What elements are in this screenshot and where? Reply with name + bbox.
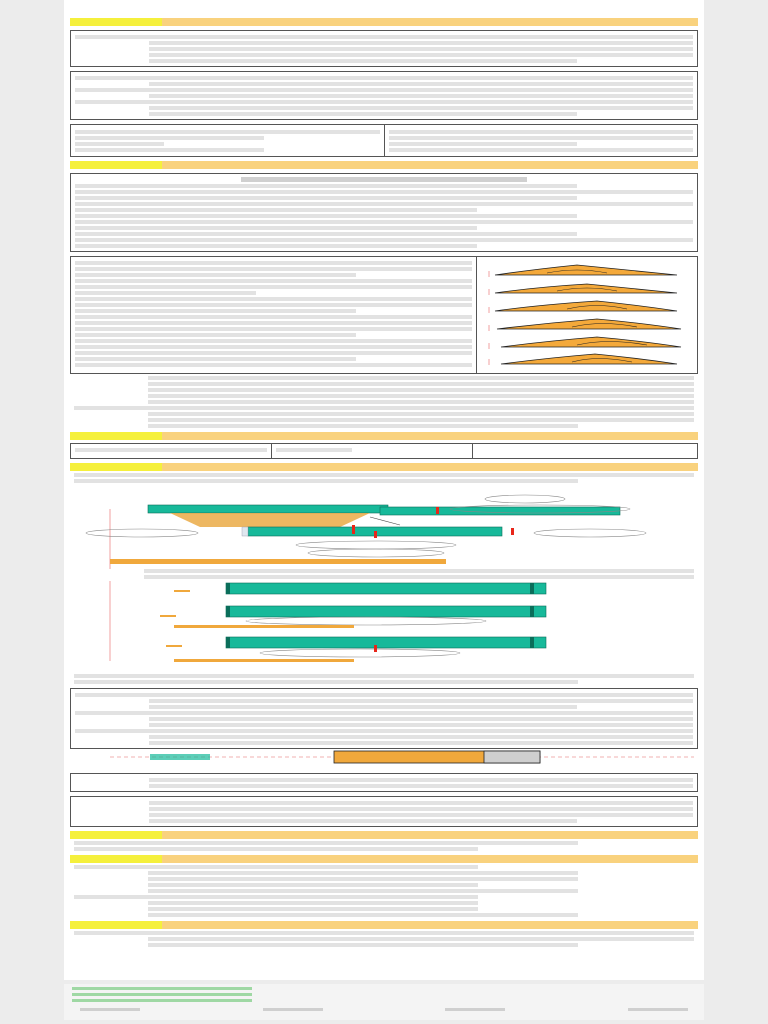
text-line xyxy=(75,333,356,337)
text-line xyxy=(148,937,694,941)
text-line xyxy=(75,226,477,230)
text-line xyxy=(75,448,267,452)
section-number xyxy=(70,161,162,169)
peak-row xyxy=(489,301,677,313)
text-line xyxy=(149,94,693,98)
peak-diagram xyxy=(477,257,695,369)
section-number xyxy=(70,18,162,26)
section-number xyxy=(70,921,162,929)
text-box xyxy=(70,773,698,792)
text-line xyxy=(149,705,577,709)
section-band-3 xyxy=(70,432,698,440)
box-heading xyxy=(241,177,527,182)
text-line xyxy=(149,723,693,727)
section-band-5 xyxy=(70,831,698,839)
peak-row xyxy=(489,319,681,331)
text-line xyxy=(75,303,472,307)
text-line xyxy=(276,448,352,452)
text-line xyxy=(389,136,694,140)
text-line xyxy=(148,883,478,887)
text-line xyxy=(148,382,694,386)
text-line xyxy=(148,376,694,380)
text-line xyxy=(149,59,577,63)
text-line xyxy=(148,943,578,947)
text-line xyxy=(389,142,578,146)
text-line xyxy=(148,889,578,893)
table-column xyxy=(384,125,698,156)
text-box xyxy=(70,30,698,67)
text-line xyxy=(148,394,694,398)
text-line xyxy=(75,100,693,104)
text-line xyxy=(149,53,693,57)
text-box xyxy=(70,796,698,827)
text-line xyxy=(148,901,478,905)
text-line xyxy=(74,931,694,935)
section-number xyxy=(70,855,162,863)
text-line xyxy=(149,47,693,51)
text-line xyxy=(75,208,477,212)
text-line xyxy=(389,130,694,134)
section-band-6 xyxy=(70,855,698,863)
section-number xyxy=(70,463,162,471)
text-line xyxy=(75,321,472,325)
table-column xyxy=(71,125,384,156)
text-line xyxy=(149,82,693,86)
footer-link[interactable] xyxy=(72,993,252,996)
text-line xyxy=(75,285,472,289)
text-line xyxy=(75,148,264,152)
section-number xyxy=(70,432,162,440)
three-column-table xyxy=(70,443,698,459)
text-line xyxy=(149,699,693,703)
text-line xyxy=(75,238,693,242)
footer-nav-item[interactable] xyxy=(263,1008,323,1011)
text-line xyxy=(75,729,693,733)
text-line xyxy=(149,784,693,788)
text-line xyxy=(74,847,478,851)
text-line xyxy=(149,778,693,782)
text-line xyxy=(75,220,693,224)
text-block xyxy=(70,674,698,684)
table-cell xyxy=(472,444,697,458)
text-line xyxy=(148,412,694,416)
text-line xyxy=(149,41,693,45)
footer-nav-item[interactable] xyxy=(445,1008,505,1011)
text-block xyxy=(70,865,698,917)
text-line xyxy=(148,400,694,404)
gene-diagram xyxy=(70,483,698,668)
text-line xyxy=(149,813,693,817)
text-line xyxy=(149,819,577,823)
text-line xyxy=(148,388,694,392)
text-line xyxy=(149,741,693,745)
footer-nav-item[interactable] xyxy=(628,1008,688,1011)
text-line xyxy=(149,807,693,811)
text-line xyxy=(148,907,478,911)
text-line xyxy=(75,136,264,140)
text-line xyxy=(75,339,472,343)
footer-nav-item[interactable] xyxy=(80,1008,140,1011)
section-band-4 xyxy=(70,463,698,471)
text-line xyxy=(75,363,472,367)
text-line xyxy=(74,406,694,410)
page-title xyxy=(70,4,698,14)
text-box xyxy=(70,71,698,120)
text-line xyxy=(389,148,694,152)
sequence-track xyxy=(70,749,698,765)
section-band-7 xyxy=(70,921,698,929)
text-line xyxy=(149,112,577,116)
text-line xyxy=(74,674,694,678)
figure-panel xyxy=(70,256,698,374)
text-line xyxy=(75,267,472,271)
peak-row xyxy=(489,354,677,365)
section-band-2 xyxy=(70,161,698,169)
footer-link[interactable] xyxy=(72,987,252,990)
text-line xyxy=(75,35,693,39)
gene-assembly-top xyxy=(86,495,646,569)
text-line xyxy=(75,327,472,331)
text-line xyxy=(148,424,578,428)
text-line xyxy=(75,130,380,134)
text-block xyxy=(70,931,698,947)
text-line xyxy=(74,841,578,845)
text-line xyxy=(149,801,693,805)
text-line xyxy=(75,309,356,313)
text-line xyxy=(148,913,578,917)
text-line xyxy=(75,232,577,236)
figure-text xyxy=(71,257,477,373)
text-line xyxy=(75,88,693,92)
text-line xyxy=(75,711,693,715)
text-line xyxy=(74,865,478,869)
diagram-caption xyxy=(144,569,694,579)
peak-row xyxy=(489,337,681,349)
text-line xyxy=(75,196,577,200)
text-line xyxy=(75,291,256,295)
text-line xyxy=(74,680,578,684)
text-line xyxy=(74,895,478,899)
text-block xyxy=(70,376,698,428)
gene-assembly-bottom xyxy=(110,581,546,662)
footer-link[interactable] xyxy=(72,999,252,1002)
text-line xyxy=(148,418,694,422)
peak-figure xyxy=(477,257,697,373)
text-line xyxy=(148,871,578,875)
footer-nav xyxy=(80,1008,688,1011)
text-box xyxy=(70,173,698,252)
text-line xyxy=(75,76,693,80)
text-line xyxy=(75,351,472,355)
section-number xyxy=(70,831,162,839)
text-line xyxy=(149,106,693,110)
text-line xyxy=(74,473,694,477)
text-line xyxy=(75,297,472,301)
text-line xyxy=(75,202,693,206)
peak-row xyxy=(489,265,677,277)
table-cell xyxy=(71,444,271,458)
text-line xyxy=(75,184,577,188)
two-column-table xyxy=(70,124,698,157)
footer xyxy=(64,984,704,1020)
section-band-1 xyxy=(70,18,698,26)
text-line xyxy=(75,190,693,194)
text-line xyxy=(75,345,472,349)
document-page xyxy=(64,0,704,980)
text-line xyxy=(149,735,693,739)
text-line xyxy=(75,261,472,265)
text-line xyxy=(149,717,693,721)
text-line xyxy=(75,214,577,218)
text-box xyxy=(70,688,698,749)
text-line xyxy=(75,315,472,319)
text-line xyxy=(75,244,477,248)
table-cell xyxy=(271,444,472,458)
text-line xyxy=(75,273,356,277)
text-line xyxy=(75,693,693,697)
text-line xyxy=(75,279,472,283)
text-line xyxy=(75,357,356,361)
peak-row xyxy=(489,284,677,295)
text-line xyxy=(148,877,578,881)
text-line xyxy=(75,142,164,146)
